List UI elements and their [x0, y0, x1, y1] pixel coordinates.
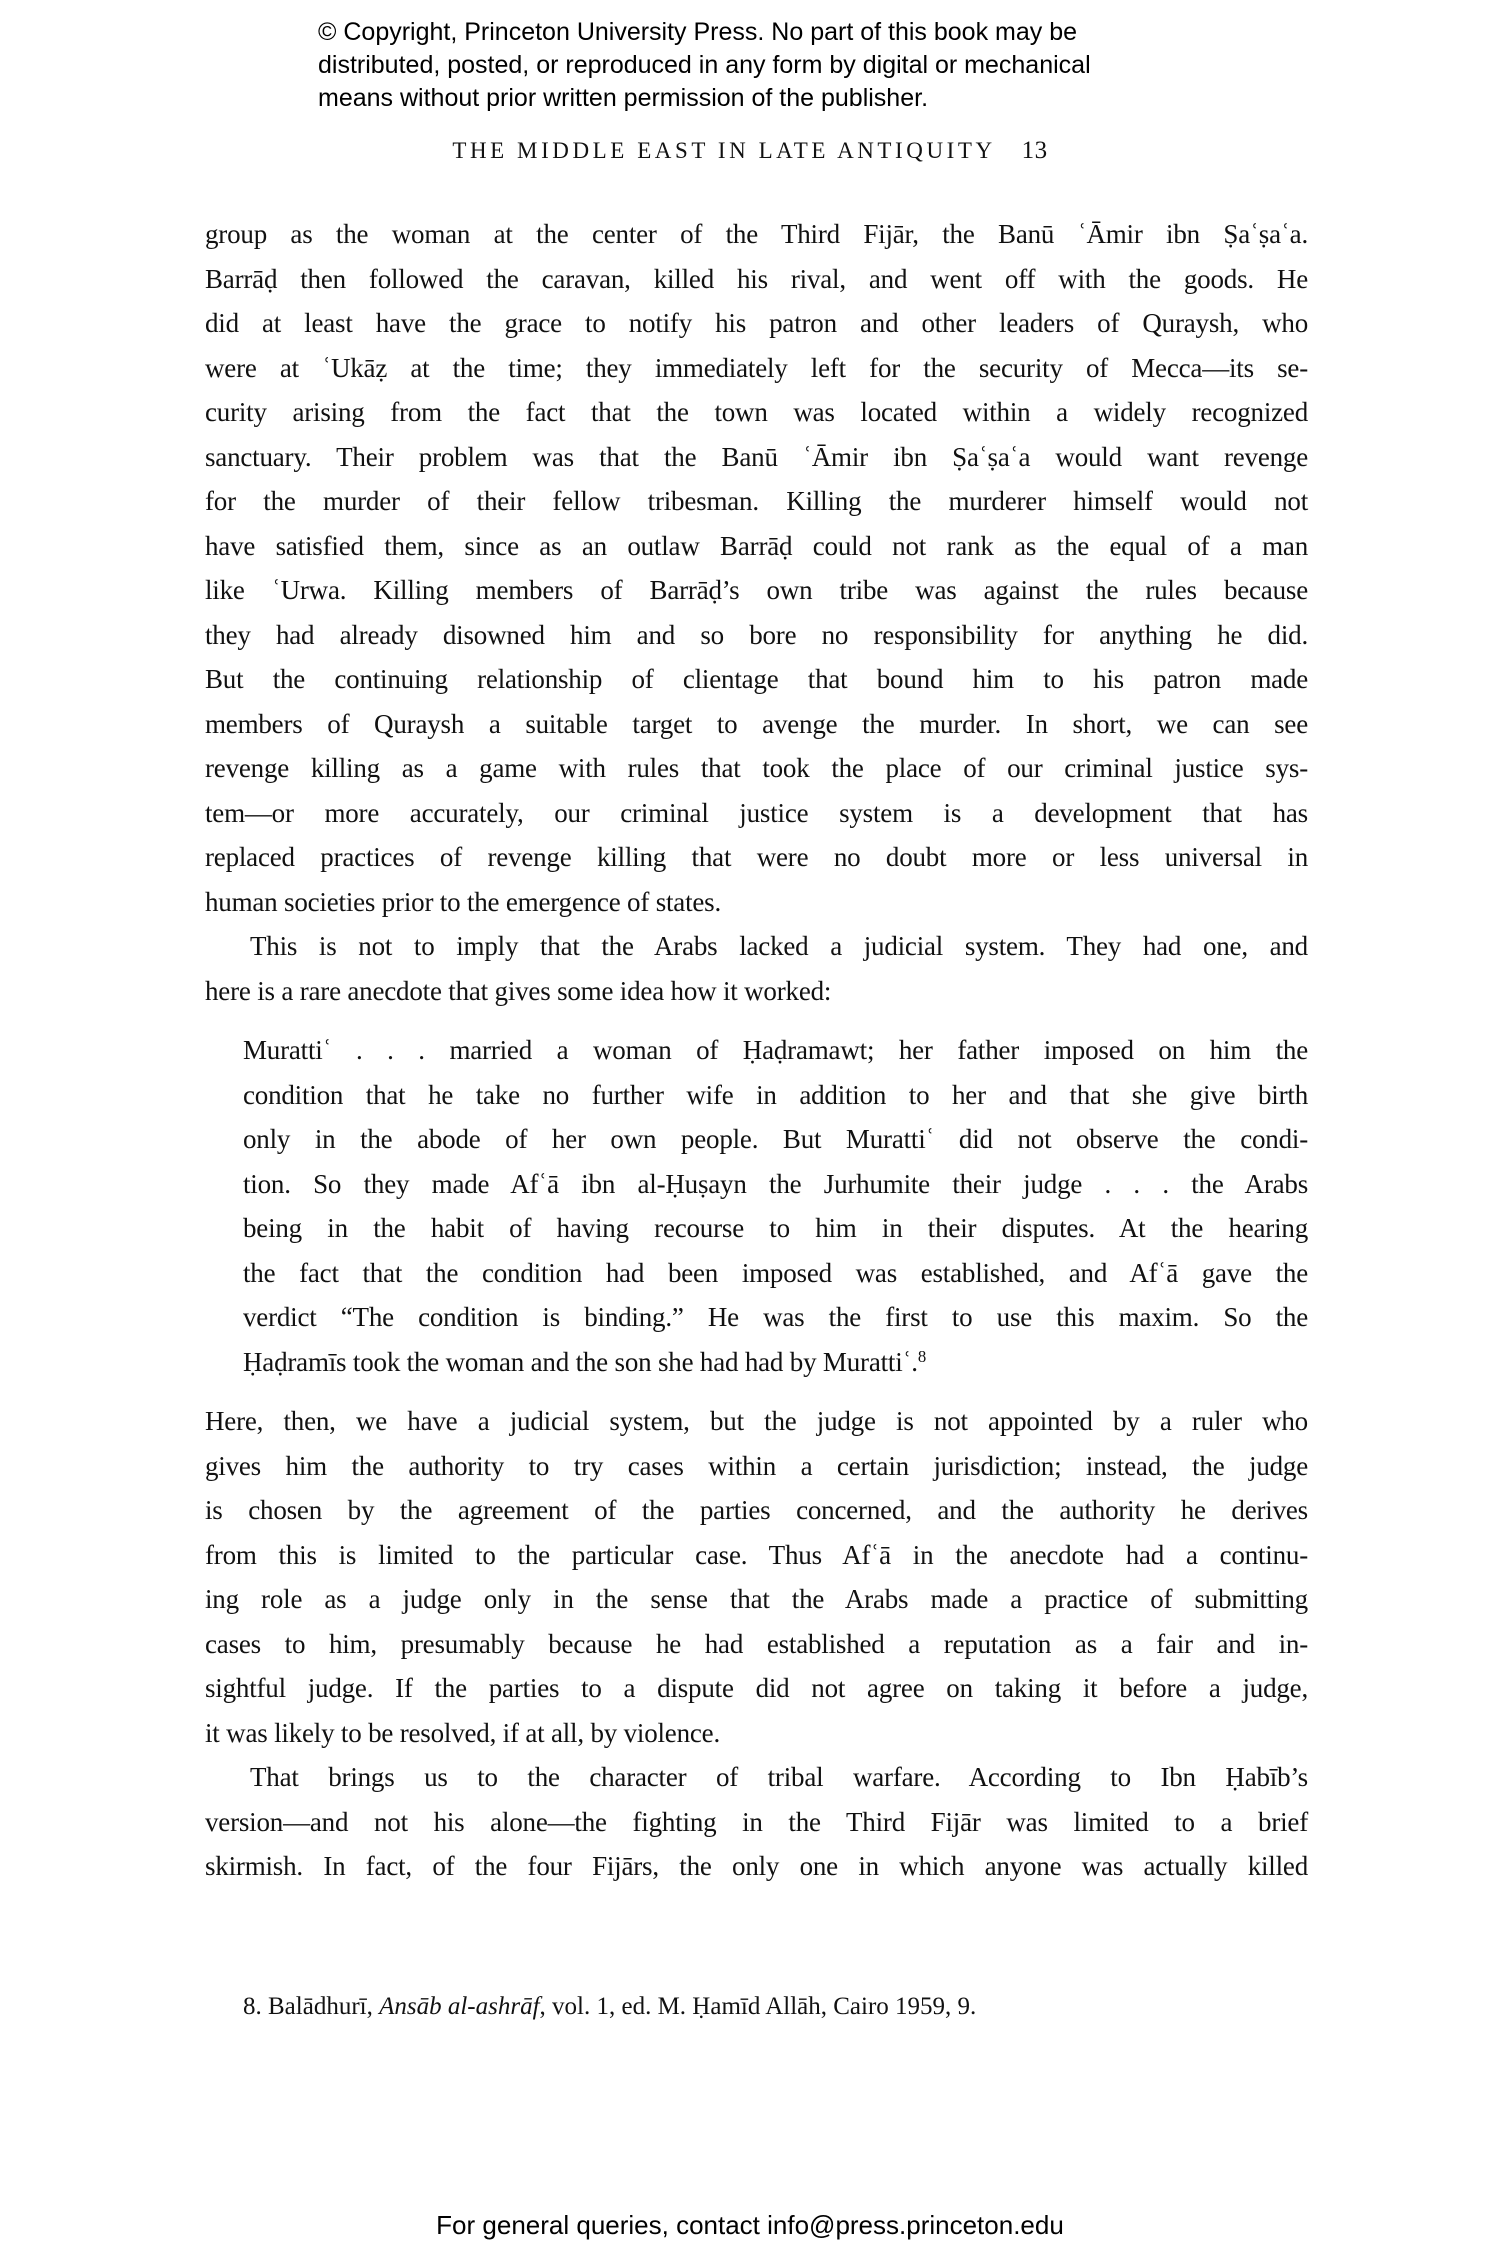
copyright-line-1: © Copyright, Princeton University Press. No part of this book may be: [318, 18, 1078, 46]
text-line: Here, then, we have a judicial system, but the judge is not appointed by a ruler who: [205, 1406, 1308, 1436]
text-line: tion. So they made Afʿā ibn al-Ḥuṣayn the Jurhumite their judge . . . the Arabs: [243, 1168, 1308, 1199]
footnote: [205, 1991, 1308, 2022]
footnote-rest: , vol. 1, ed. M. Ḥamīd Allāh, Cairo 1959, 9.: [539, 1993, 977, 2020]
text-line: is chosen by the agreement of the parties concerned, and the authority he derives: [205, 1495, 1308, 1525]
text-line: sightful judge. If the parties to a dispute did not agree on taking it before a judge,: [205, 1673, 1308, 1703]
footer-contact: For general queries, contact info@press.princeton.edu: [436, 2210, 1064, 2240]
text-line: ing role as a judge only in the sense that the Arabs made a practice of submitting: [205, 1584, 1308, 1614]
text-line: were at ʿUkāẓ at the time; they immediately left for the security of Mecca—its se-: [205, 352, 1308, 383]
text-line: it was likely to be resolved, if at all, by violence.: [205, 1717, 721, 1748]
text-line: members of Quraysh a suitable target to avenge the murder. In short, we can see: [205, 708, 1308, 739]
block-quote: [243, 1028, 1308, 1384]
text-line: verdict “The condition is binding.” He was the first to use this maxim. So the: [243, 1302, 1308, 1332]
text-line: Ḥaḍramīs took the woman and the son she had had by Murattiʿ.$^8$: [243, 1346, 927, 1377]
footnote-reference: 8: [917, 1347, 927, 1367]
paragraph: [205, 1755, 1308, 1889]
text-line: for the murder of their fellow tribesman. Killing the murderer himself would not: [205, 486, 1308, 516]
footnote-title-italic: Ansāb al-ashrāf: [379, 1993, 540, 2020]
copyright-notice: [318, 16, 1091, 115]
text-line: tem—or more accurately, our criminal justice system is a development that has: [205, 797, 1308, 828]
copyright-line-2: distributed, posted, or reproduced in any form by digital or mechanical: [318, 51, 1091, 79]
text-line: did at least have the grace to notify his patron and other leaders of Quraysh, who: [205, 308, 1308, 338]
text-line: skirmish. In fact, of the four Fijārs, the only one in which anyone was actually killed: [205, 1851, 1308, 1881]
text-line: gives him the authority to try cases within a certain jurisdiction; instead, the judge: [205, 1450, 1308, 1481]
text-line: This is not to imply that the Arabs lacked a judicial system. They had one, and: [250, 931, 1308, 961]
text-line: the fact that the condition had been imposed was established, and Afʿā gave the: [243, 1257, 1308, 1288]
text-line: Murattiʿ . . . married a woman of Ḥaḍramawt; her father imposed on him the: [243, 1035, 1308, 1065]
text-line: revenge killing as a game with rules that took the place of our criminal justice sys-: [205, 753, 1308, 783]
text-line: they had already disowned him and so bore no responsibility for anything he did.: [205, 619, 1308, 650]
text-line: here is a rare anecdote that gives some idea how it worked:: [205, 975, 832, 1006]
text-line: sanctuary. Their problem was that the Banū ʿĀmir ibn Ṣaʿṣaʿa would want revenge: [205, 441, 1308, 472]
text-line: version—and not his alone—the fighting in the Third Fijār was limited to a brief: [205, 1806, 1308, 1837]
paragraph: [205, 924, 1308, 1013]
text-line: cases to him, presumably because he had established a reputation as a fair and in-: [205, 1628, 1308, 1659]
text-line: have satisfied them, since as an outlaw Barrāḍ could not rank as the equal of a man: [205, 530, 1308, 561]
text-line: like ʿUrwa. Killing members of Barrāḍ’s own tribe was against the rules because: [205, 575, 1308, 605]
running-head: [0, 137, 1500, 165]
text-line: group as the woman at the center of the Third Fijār, the Banū ʿĀmir ibn Ṣaʿṣaʿa.: [205, 219, 1308, 249]
page-number: 13: [1021, 137, 1048, 164]
paragraph: [205, 212, 1308, 924]
text-line: human societies prior to the emergence of states.: [205, 886, 722, 917]
running-head-title: THE MIDDLE EAST IN LATE ANTIQUITY: [452, 138, 996, 163]
text-line: condition that he take no further wife in addition to her and that she give birth: [243, 1079, 1308, 1110]
text-line: being in the habit of having recourse to him in their disputes. At the hearing: [243, 1213, 1308, 1243]
text-line: Barrāḍ then followed the caravan, killed his rival, and went off with the goods. He: [205, 263, 1308, 294]
text-line: But the continuing relationship of clientage that bound him to his patron made: [205, 664, 1308, 694]
copyright-line-3: means without prior written permission of the publisher.: [318, 84, 929, 112]
text-line: replaced practices of revenge killing that were no doubt more or less universal in: [205, 842, 1308, 872]
page-body: [205, 212, 1308, 1889]
footnote-number-author: 8. Balādhurī,: [243, 1993, 380, 2020]
text-line: only in the abode of her own people. But Murattiʿ did not observe the condi-: [243, 1124, 1308, 1154]
paragraph: [205, 1399, 1308, 1755]
text-line: from this is limited to the particular case. Thus Afʿā in the anecdote had a continu-: [205, 1539, 1308, 1570]
text-line: curity arising from the fact that the town was located within a widely recognized: [205, 397, 1308, 427]
text-line: That brings us to the character of tribal warfare. According to Ibn Ḥabīb’s: [250, 1762, 1308, 1792]
